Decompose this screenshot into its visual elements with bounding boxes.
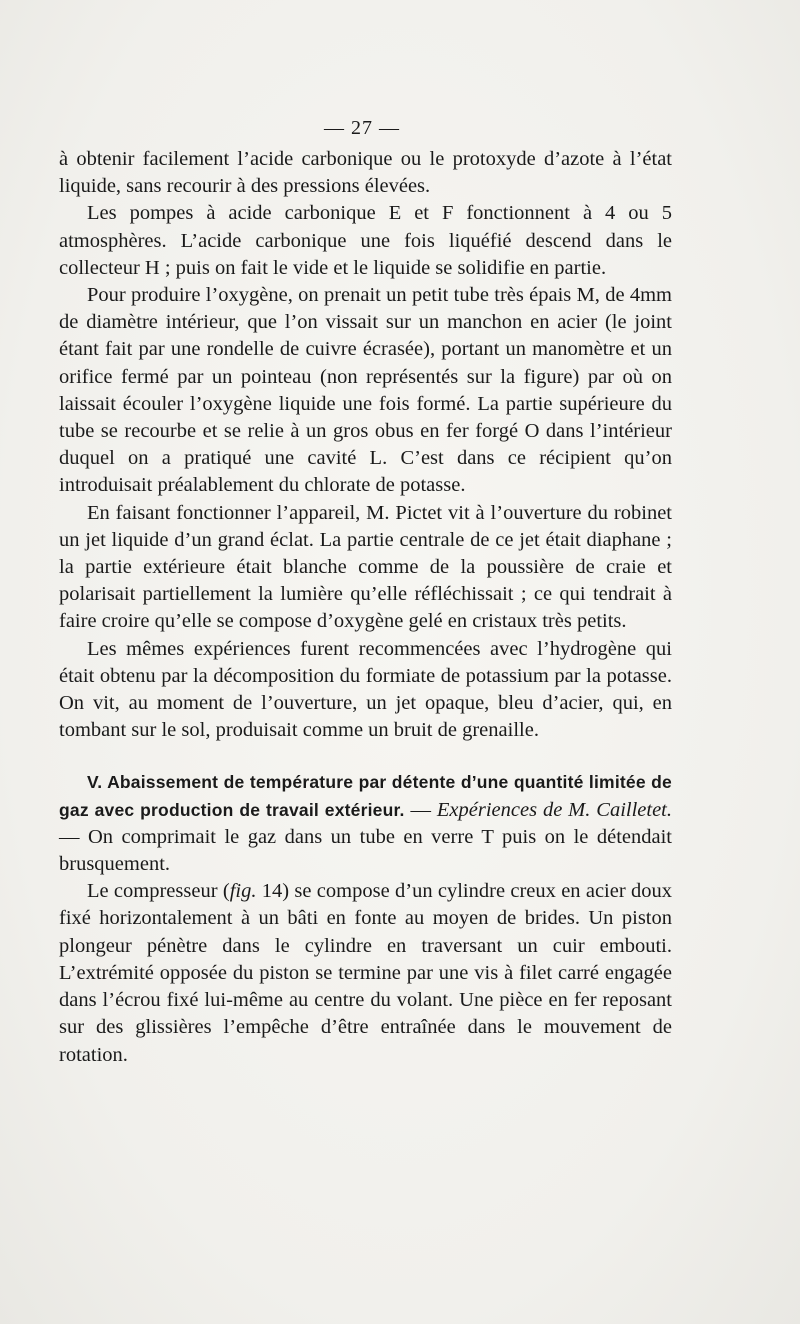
section-intro: — On comprimait le gaz dans un tube en verre T puis on le détendait brusquement. (59, 825, 672, 876)
compressor-text-start: Le compresseur ( (87, 880, 230, 903)
figure-reference: fig. (229, 880, 257, 903)
paragraph-1: à obtenir facilement l’acide carbonique ou le protoxyde d’azote à l’état liquide, sans recourir à des pressions élevées. (59, 148, 672, 198)
compressor-text-end: 14) se compose d’un cylindre creux en acier doux fixé horizontalement à un bâti en fonte au moyen de brides. Un piston plongeur pénètre dans le cylindre en traversant un cuir embouti. L’extrémité opposée du piston se termine par une vis à filet carré engagée dans l’écrou fixé lui-même au centre du volant. Une pièce en fer reposant sur des glissières l’empêche d’être entraînée dans le mouvement de rotation. (59, 880, 672, 1066)
section-dash: — (404, 798, 437, 821)
paragraph-5: Les mêmes expériences furent recommencées avec l’hydrogène qui était obtenu par la décomposition du formiate de potassium par la potasse. On vit, au moment de l’ouverture, un jet opaque, bleu d’acier, qui, en tombant sur le sol, produisait comme un bruit de grenaille. (59, 637, 672, 742)
body-text (59, 146, 672, 1069)
page-number: — 27 — (324, 117, 400, 139)
paragraph-2: Les pompes à acide carbonique E et F fonctionnent à 4 ou 5 atmosphères. L’acide carbonique une fois liquéfié descend dans le collecteur H ; puis on fait le vide et le liquide se solidifie en partie. (59, 202, 672, 279)
paragraph-3: Pour produire l’oxygène, on prenait un petit tube très épais M, de 4mm de diamètre intérieur, que l’on vissait sur un manchon en acier (le joint étant fait par une rondelle de cuivre écrasée), portant un manomètre et un orifice fermé par un pointeau (non représentés sur la figure) par où on laissait écouler l’oxygène liquide une fois formé. La partie supérieure du tube se recourbe et se relie à un gros obus en fer forgé O dans l’intérieur duquel on a pratiqué une cavité L. C’est dans ce récipient qu’on introduisait préalablement du chlorate de potasse. (59, 284, 672, 497)
paragraph-4: En faisant fonctionner l’appareil, M. Pictet vit à l’ouverture du robinet un jet liquide d’un grand éclat. La partie centrale de ce jet était diaphane ; la partie extérieure était blanche comme de la poussière de craie et polarisait partiellement la lumière qu’elle réfléchissait ; ce qui tendrait à faire croire qu’elle se compose d’oxygène gelé en cristaux très petits. (59, 501, 672, 633)
section-subtitle: Expériences de M. Cailletet. (436, 798, 672, 821)
paragraph-compressor (59, 878, 672, 1068)
section-gap (59, 744, 672, 769)
section-heading-paragraph (59, 769, 672, 878)
section-heading: V. Abaissement de température par détente d’une quantité limitée de gaz avec production de travail extérieur. (59, 772, 672, 820)
